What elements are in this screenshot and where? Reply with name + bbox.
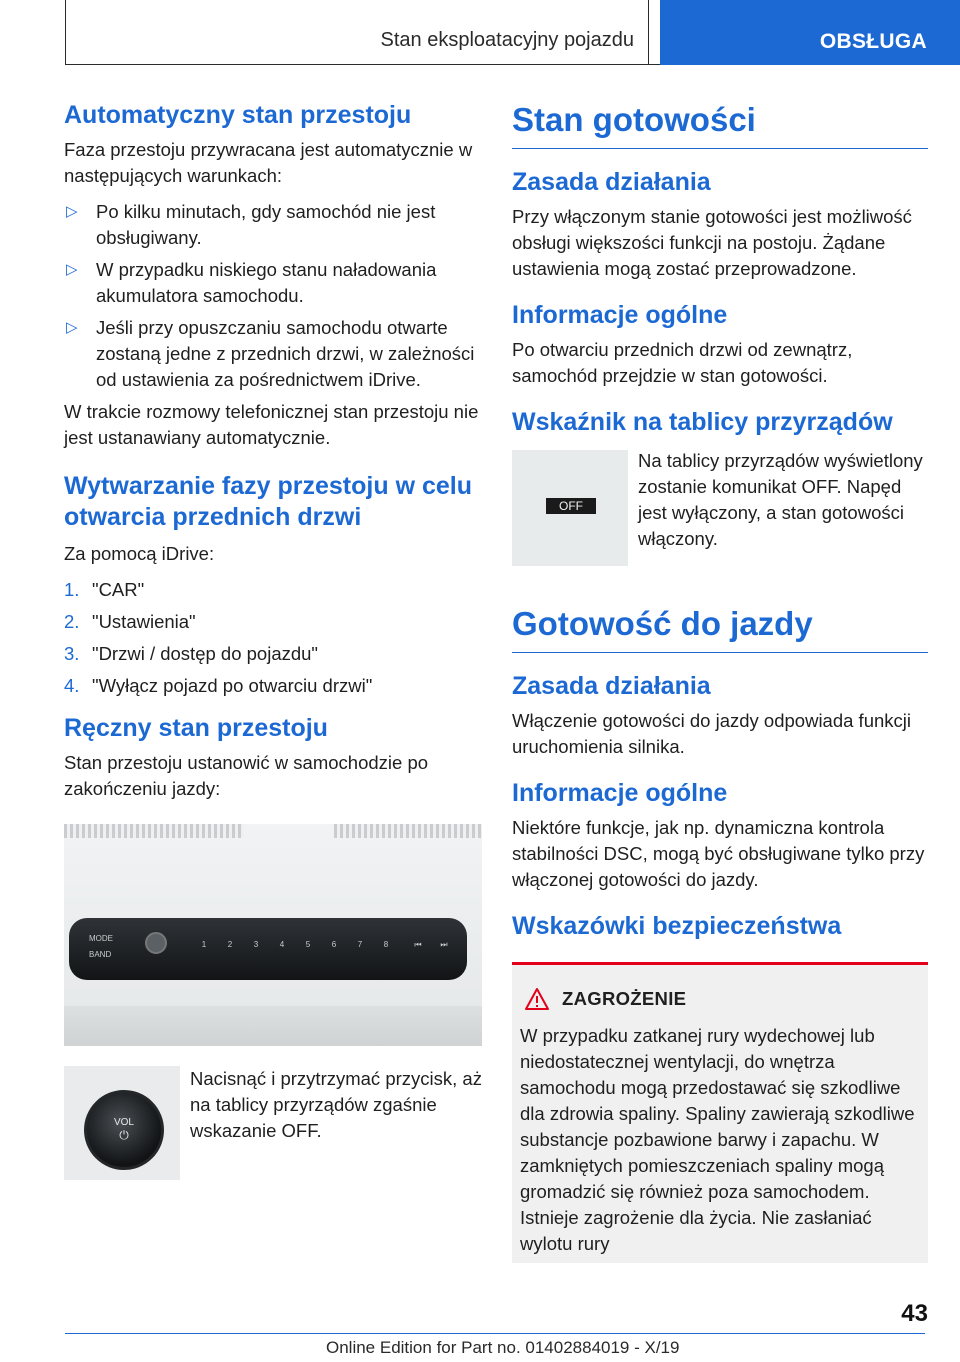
band-label: BAND: [89, 950, 112, 959]
manual-standby-heading: Ręczny stan przestoju: [64, 714, 328, 742]
vol-button-photo: [64, 1066, 180, 1180]
principle-text: Przy włączonym stanie gotowości jest możliwość obsługi większości funkcji na postoju. Żądane ustawienia mogą zostać przeprowadzone.: [512, 206, 912, 279]
vol-button-figure: [64, 1066, 482, 1186]
preset-button: 7: [357, 940, 363, 949]
list-item: 1. "CAR": [64, 579, 145, 600]
section-title: Stan eksploatacyjny pojazdu: [380, 29, 634, 51]
warning-box: [512, 962, 928, 1263]
list-item: ▷ Po kilku minutach, gdy samochód nie jest obsługiwany.: [66, 201, 436, 248]
warning-title: ZAGROŻENIE: [562, 988, 687, 1009]
edition-note: Online Edition for Part no. 01402884019 - X/19: [326, 1338, 680, 1357]
drive-general-heading: Informacje ogólne: [512, 779, 728, 807]
create-standby-heading: Wytwarzanie fazy przestoju w celu otwarcia przednich drzwi: [64, 472, 472, 531]
warning-text: W przypadku zatkanej rury wydechowej lub niedostatecznej wentylacji, do wnętrza samochodu mogą przedostawać się szkodliwe dla zdrowia spaliny. Spaliny zawierają szkodliwe substancje pozbawione barwy i zapachu. W zamkniętych pomieszczeniach spaliny mogą gromadzić się również poza samochodem. Istnieje zagrożenie dla życia. Nie zasłaniać wylotu rury: [520, 1025, 915, 1254]
drive-principle-text: Włączenie gotowości do jazdy odpowiada funkcji uruchomienia silnika.: [512, 710, 911, 757]
safety-heading: Wskazówki bezpieczeństwa: [512, 912, 842, 940]
triangle-bullet-icon: ▷: [66, 261, 78, 278]
footer-rule: [65, 1333, 925, 1334]
volume-knob-small: [145, 932, 167, 954]
skip-forward-icon: ⏭: [440, 940, 448, 949]
header-rule-bottom: [65, 64, 660, 65]
list-item: 2. "Ustawienia": [64, 611, 196, 632]
mode-label: MODE: [89, 934, 113, 943]
skip-back-icon: ⏮: [414, 940, 422, 949]
list-item: 3. "Drzwi / dostęp do pojazdu": [64, 643, 319, 664]
right-column: [512, 100, 928, 1263]
warning-triangle-icon: [524, 987, 550, 1011]
create-standby-intro: Za pomocą iDrive:: [64, 543, 215, 564]
manual-standby-text: Stan przestoju ustanowić w samochodzie po zakończeniu jazdy:: [64, 752, 429, 799]
indicator-figure: [512, 448, 928, 570]
idrive-steps: [64, 577, 482, 699]
auto-standby-intro: Faza przestoju przywracana jest automatycznie w następujących warunkach:: [64, 139, 473, 186]
instrument-cluster-photo: [512, 450, 628, 566]
vol-label: VOL: [113, 1117, 134, 1128]
triangle-bullet-icon: ▷: [66, 319, 78, 336]
audio-control-panel: [69, 918, 467, 980]
preset-button: 3: [253, 940, 259, 949]
preset-button: 5: [305, 940, 311, 949]
header-rule-left: [65, 0, 66, 65]
drive-principle-heading: Zasada działania: [512, 672, 711, 700]
vol-knob: [84, 1090, 164, 1170]
air-vent: [64, 824, 244, 838]
drive-general-text: Niektóre funkcje, jak np. dynamiczna kontrola stabilności DSC, mogą być obsługiwane tylko przy włączonej gotowości do jazdy.: [512, 817, 925, 890]
auto-standby-note: W trakcie rozmowy telefonicznej stan przestoju nie jest ustanawiany automatycznie.: [64, 401, 479, 448]
chapter-tab: OBSŁUGA: [660, 0, 960, 65]
general-info-text: Po otwarciu przednich drzwi od zewnątrz, samochód przejdzie w stan gotowości.: [512, 339, 853, 386]
storage-shelf: [64, 1006, 482, 1046]
preset-button: 6: [331, 940, 337, 949]
auto-standby-heading: Automatyczny stan przestoju: [64, 101, 412, 129]
preset-button: 4: [279, 940, 285, 949]
page-number: 43: [901, 1300, 928, 1327]
list-item: 4. "Wyłącz pojazd po otwarciu drzwi": [64, 675, 373, 696]
warning-header: [520, 987, 920, 1011]
off-badge: OFF: [546, 498, 596, 514]
preset-button: 1: [201, 940, 207, 949]
triangle-bullet-icon: ▷: [66, 203, 78, 220]
air-vent: [334, 824, 482, 838]
indicator-heading: Wskaźnik na tablicy przyrządów: [512, 408, 893, 436]
general-info-heading: Informacje ogólne: [512, 301, 728, 329]
preset-button: 2: [227, 940, 233, 949]
list-item: ▷ Jeśli przy opuszczaniu samochodu otwarte zostaną jedne z przednich drzwi, w zależności od ustawienia za pośrednictwem iDrive.: [66, 317, 475, 390]
principle-heading: Zasada działania: [512, 168, 711, 196]
ready-state-heading: Stan gotowości: [512, 100, 928, 149]
vol-button-text: Nacisnąć i przytrzymać przycisk, aż na tablicy przyrządów zgaśnie wskazanie OFF.: [190, 1068, 482, 1141]
indicator-text: Na tablicy przyrządów wyświetlony zostanie komunikat OFF. Napęd jest wyłączony, a stan gotowości włączony.: [638, 450, 923, 549]
power-icon: ⏻: [119, 1128, 129, 1142]
drive-ready-heading: Gotowość do jazdy: [512, 604, 928, 653]
header-rule-mid: [648, 0, 649, 65]
list-item: ▷ W przypadku niskiego stanu naładowania akumulatora samochodu.: [66, 259, 437, 306]
preset-button: 8: [383, 940, 389, 949]
auto-standby-list: [64, 199, 482, 393]
left-column: [64, 100, 482, 1186]
dashboard-photo: [64, 824, 482, 1046]
